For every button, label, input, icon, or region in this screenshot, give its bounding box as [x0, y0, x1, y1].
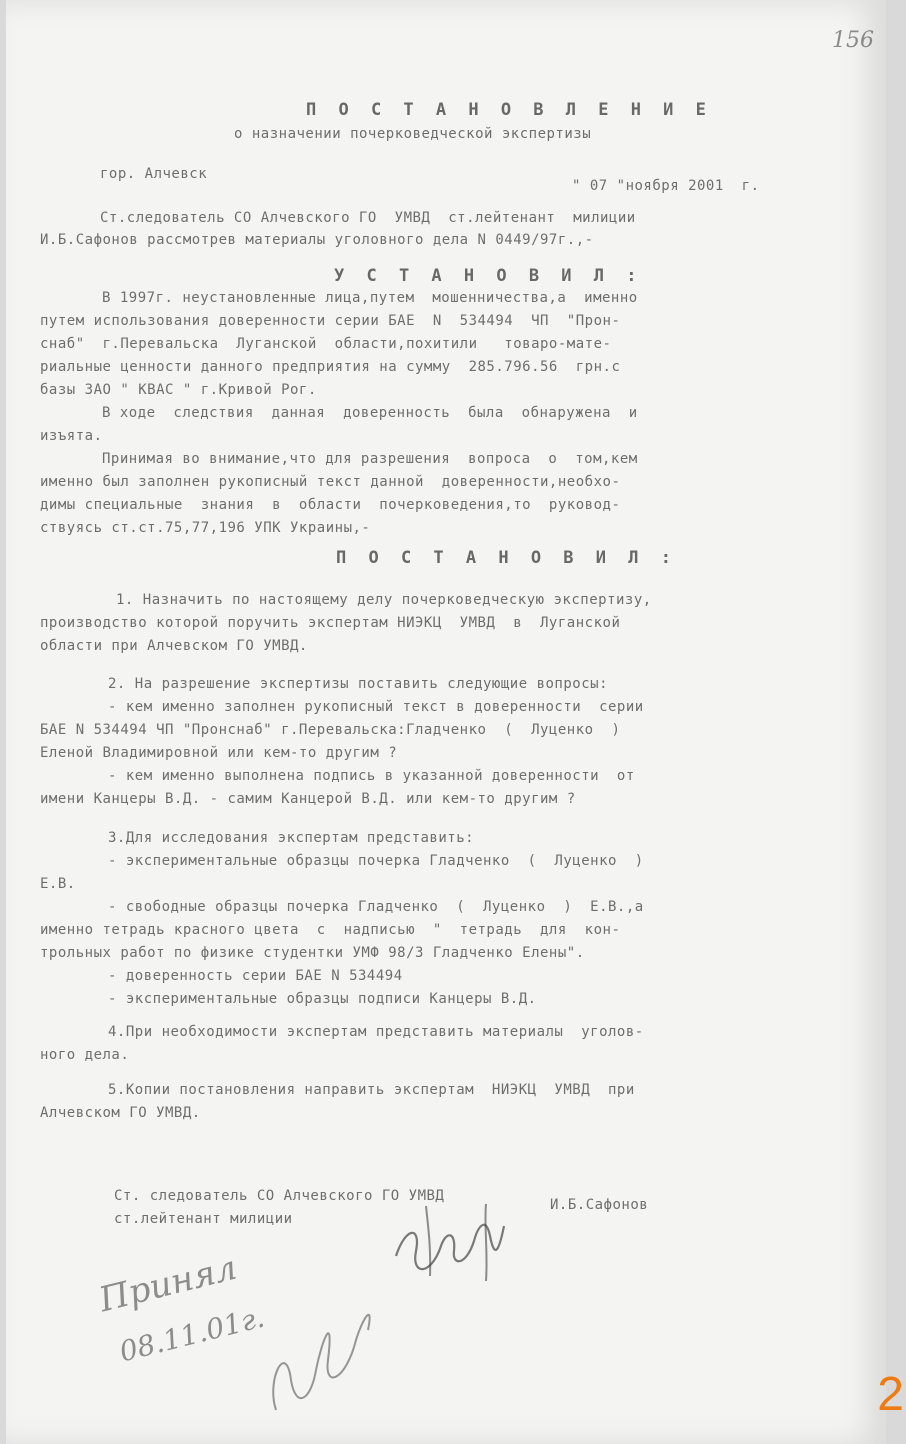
body-line: снаб" г.Перевальска Луганской области,похитили товаро-мате- [40, 336, 612, 352]
official-signature [386, 1196, 526, 1286]
body-line: 5.Копии постановления направить экспертам НИЭКЦ УМВД при [108, 1082, 635, 1098]
resolved-heading: П О С Т А Н О В И Л : [336, 548, 677, 568]
document-subtitle: о назначении почерковедческой экспертизы [234, 126, 592, 142]
body-line: - свободные образцы почерка Гладченко ( Луценко ) Е.В.,а [108, 899, 644, 915]
body-line: 4.При необходимости экспертам представить материалы уголов- [108, 1024, 644, 1040]
body-line: В 1997г. неустановленные лица,путем мошенничества,а именно [102, 290, 638, 306]
body-line: - кем именно заполнен рукописный текст в доверенности серии [108, 699, 644, 715]
signature-name: И.Б.Сафонов [550, 1197, 649, 1213]
body-line: ствуясь ст.ст.75,77,196 УПК Украины,- [40, 520, 371, 536]
body-line: - экспериментальные образцы почерка Гладченко ( Луценко ) [108, 853, 644, 869]
established-heading: У С Т А Н О В И Л : [334, 266, 643, 286]
body-line: базы ЗАО " КВАС " г.Кривой Рог. [40, 382, 317, 398]
body-line: димы специальные знания в области почерковедения,то руковод- [40, 497, 621, 513]
receiver-signature [256, 1280, 396, 1430]
body-line: путем использования доверенности серии БАЕ N 534494 ЧП "Прон- [40, 313, 621, 329]
signature-rank: ст.лейтенант милиции [114, 1211, 293, 1227]
document-date: " 07 "ноября 2001 г. [572, 178, 760, 194]
body-line: имени Канцеры В.Д. - самим Канцерой В.Д. или кем-то другим ? [40, 791, 576, 807]
intro-line: Ст.следователь СО Алчевского ГО УМВД ст.лейтенант милиции [100, 210, 636, 226]
body-line: трольных работ по физике студентки УМФ 98/3 Гладченко Елены". [40, 945, 585, 961]
body-line: именно был заполнен рукописный текст данной доверенности,необхо- [40, 474, 621, 490]
handwritten-date: 08.11.01г. [116, 1300, 268, 1369]
body-line: производство которой поручить экспертам НИЭКЦ УМВД в Луганской [40, 615, 621, 631]
handwritten-accepted: Принял [95, 1247, 241, 1321]
handwritten-page-number: 156 [832, 28, 874, 53]
body-line: - экспериментальные образцы подписи Канцеры В.Д. [108, 991, 537, 1007]
signature-title: Ст. следователь СО Алчевского ГО УМВД [114, 1188, 445, 1204]
body-line: риальные ценности данного предприятия на сумму 285.796.56 грн.с [40, 359, 621, 375]
body-line: ного дела. [40, 1047, 130, 1063]
document-title: П О С Т А Н О В Л Е Н И Е [306, 100, 712, 120]
body-line: Еленой Владимировной или кем-то другим ? [40, 745, 398, 761]
body-line: изъята. [40, 428, 103, 444]
body-line: 3.Для исследования экспертам представить: [108, 830, 475, 846]
body-line: - доверенность серии БАЕ N 534494 [108, 968, 403, 984]
scan-page-marker: 2 [877, 1368, 904, 1421]
body-line: области при Алчевском ГО УМВД. [40, 638, 308, 654]
body-line: Алчевском ГО УМВД. [40, 1105, 201, 1121]
document-city: гор. Алчевск [100, 166, 208, 182]
body-line: именно тетрадь красного цвета с надписью " тетрадь для кон- [40, 922, 621, 938]
body-line: В ходе следствия данная доверенность была обнаружена и [102, 405, 638, 421]
body-line: 2. На разрешение экспертизы поставить следующие вопросы: [108, 676, 609, 692]
body-line: Принимая во внимание,что для разрешения вопроса о том,кем [102, 451, 638, 467]
intro-line: И.Б.Сафонов рассмотрев материалы уголовного дела N 0449/97г.,- [40, 232, 594, 248]
document-page [6, 0, 886, 1444]
body-line: БАЕ N 534494 ЧП "Пронснаб" г.Перевальска:Гладченко ( Луценко ) [40, 722, 621, 738]
body-line: - кем именно выполнена подпись в указанной доверенности от [108, 768, 635, 784]
body-line: 1. Назначить по настоящему делу почерковедческую экспертизу, [116, 592, 652, 608]
body-line: Е.В. [40, 876, 76, 892]
